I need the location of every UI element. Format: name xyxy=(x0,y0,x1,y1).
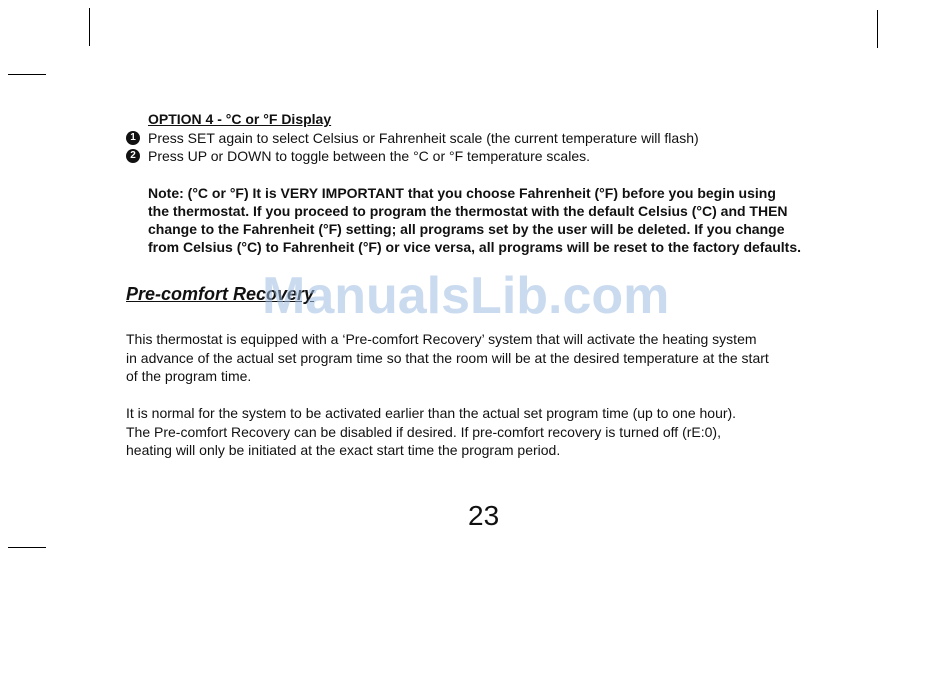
important-note xyxy=(148,184,868,256)
paragraph-line: It is normal for the system to be activated earlier than the actual set program time (up to one hour). xyxy=(126,405,737,421)
note-line: change to the Fahrenheit (°F) setting; all programs set by the user will be deleted. If you change xyxy=(148,221,785,237)
step-item xyxy=(126,129,699,147)
paragraph-line: heating will only be initiated at the exact start time the program period. xyxy=(126,442,561,458)
crop-mark xyxy=(89,8,90,46)
option-title: OPTION 4 - °C or °F Display xyxy=(148,111,332,127)
paragraph-line: in advance of the actual set program time so that the room will be at the desired temperature at the start xyxy=(126,349,769,366)
section-title: Pre-comfort Recovery xyxy=(126,284,315,304)
crop-mark xyxy=(8,74,46,75)
paragraph-line: The Pre-comfort Recovery can be disabled if desired. If pre-comfort recovery is turned off (rE:0), xyxy=(126,423,721,440)
paragraph-line: of the program time. xyxy=(126,368,252,384)
page-number: 23 xyxy=(468,500,500,531)
step-text: Press UP or DOWN to toggle between the °C or °F temperature scales. xyxy=(148,148,591,164)
crop-mark xyxy=(877,10,878,48)
note-line: the thermostat. If you proceed to program the thermostat with the default Celsius (°C) and THEN xyxy=(148,203,788,219)
step-item xyxy=(126,147,590,165)
step-number-2: 2 xyxy=(126,149,140,163)
crop-mark xyxy=(8,547,46,548)
paragraph xyxy=(126,404,866,460)
note-line: Note: (°C or °F) It is VERY IMPORTANT that you choose Fahrenheit (°F) before you begin using xyxy=(148,185,776,201)
paragraph-line: This thermostat is equipped with a ‘Pre-comfort Recovery’ system that will activate the heating system xyxy=(126,331,757,347)
step-text: Press SET again to select Celsius or Fahrenheit scale (the current temperature will flash) xyxy=(148,130,699,146)
note-line: from Celsius (°C) to Fahrenheit (°F) or vice versa, all programs will be reset to the factory defaults. xyxy=(148,239,802,255)
paragraph xyxy=(126,330,866,386)
step-number-1: 1 xyxy=(126,131,140,145)
watermark: ManualsLib.com xyxy=(262,267,670,325)
